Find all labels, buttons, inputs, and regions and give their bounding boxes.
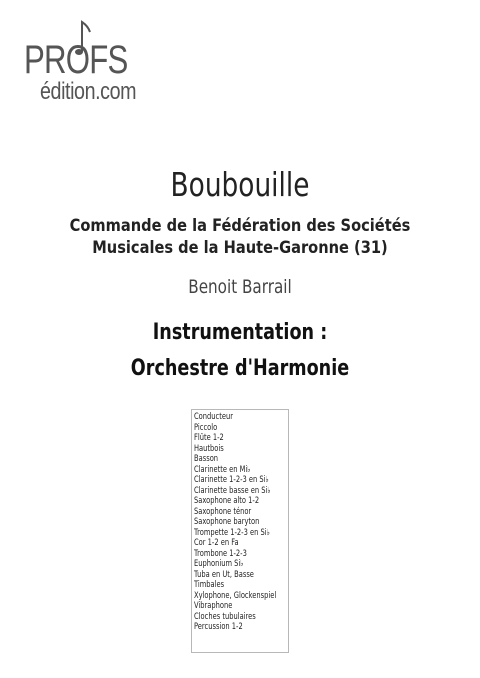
ensemble-name: Orchestre d'Harmonie — [130, 356, 350, 381]
instrument-item: Cor 1-2 en Fa — [194, 538, 239, 548]
instrument-item: Cloches tubulaires — [194, 611, 256, 622]
commission-line-1: Commande de la Fédération des Sociétés — [69, 216, 411, 236]
instrument-item: Percussion 1-2 — [194, 622, 243, 632]
instrument-item: Clarinette en Mi♭ — [194, 464, 251, 475]
instrument-item: Saxophone ténor — [194, 506, 252, 517]
instrument-item: Piccolo — [194, 422, 218, 433]
instrument-item: Euphonium Si♭ — [194, 559, 244, 569]
instrument-item: Clarinette 1-2-3 en Si♭ — [194, 475, 269, 485]
logo-brand: PROFS — [24, 38, 128, 82]
instrument-item: Basson — [194, 454, 219, 464]
instrument-item: Trombone 1-2-3 — [194, 548, 247, 559]
instrumentation-heading: Instrumentation : — [152, 320, 328, 345]
instrument-item: Hautbois — [194, 443, 224, 454]
instrument-item: Timbales — [194, 580, 225, 590]
instrument-item: Saxophone baryton — [194, 517, 260, 527]
publisher-logo — [22, 18, 172, 108]
instrument-item: Clarinette basse en Si♭ — [194, 485, 271, 496]
instrument-list — [191, 409, 289, 653]
piece-title: Boubouille — [170, 165, 310, 204]
instrument-item: Flûte 1-2 — [194, 433, 224, 443]
instrument-item: Tuba en Ut, Basse — [194, 569, 254, 580]
instrument-item: Trompette 1-2-3 en Si♭ — [194, 527, 270, 538]
instrument-item: Xylophone, Glockenspiel — [194, 590, 277, 601]
commission-line-2: Musicales de la Haute-Garonne (31) — [92, 238, 388, 258]
instrument-item: Conducteur — [194, 412, 233, 422]
logo-domain: édition.com — [40, 78, 137, 105]
composer-name: Benoit Barrail — [188, 276, 292, 298]
instrument-item: Vibraphone — [194, 601, 233, 611]
instrument-item: Saxophone alto 1-2 — [194, 496, 260, 506]
